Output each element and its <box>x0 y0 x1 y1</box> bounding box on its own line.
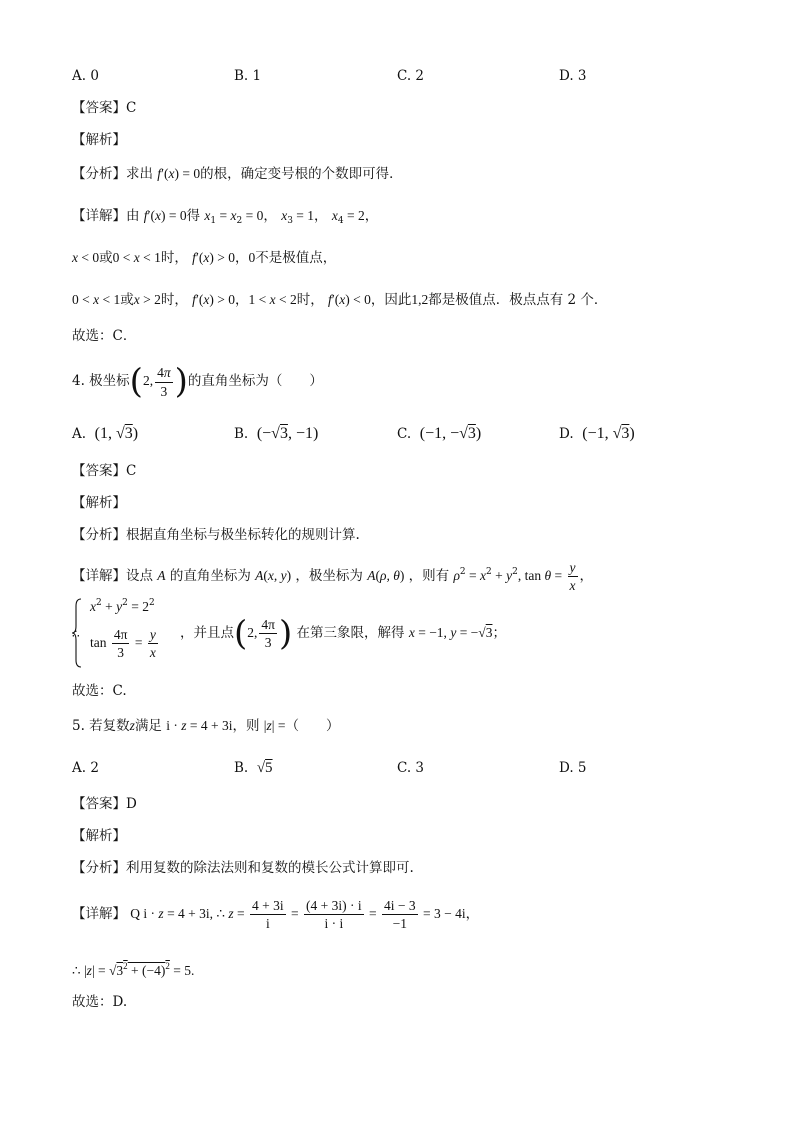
q4-choice: 故选：C. <box>72 683 127 699</box>
q3-option-d: D. 3 <box>559 68 587 84</box>
q5-option-c: C. 3 <box>397 760 425 776</box>
q4-option-b: B. (−√3, −1) <box>234 425 319 442</box>
q3-choice: 故选：C． <box>72 328 137 344</box>
q4-option-c: C. (−1, −√3) <box>397 425 482 442</box>
q4-system-eq2: tan $\frac{4\pi}{3}$ = $\frac{y}{x}$ <box>90 627 156 660</box>
q3-option-c: C. 2 <box>397 68 425 84</box>
q3-analysis: 【解析】 <box>72 132 126 148</box>
q4-system-eq1: $x^2 + y^2 = 2^2$ <box>90 598 155 614</box>
q5-modulus: ∴ $|z| = √3^2 + (-4)^2 = 5$. <box>72 961 195 978</box>
q5-choice: 故选：D. <box>72 994 128 1010</box>
q4-option-d: D. (−1, √3) <box>559 425 635 442</box>
q3-line2: x < 0或0 < x < 1时， f′(x) > 0，0不是极值点， <box>72 250 337 266</box>
q4-stem: 4. 极坐标(2, $\frac{4\pi}{3}$ )的直角坐标为（ ） <box>72 361 323 402</box>
q3-option-a: A. 0 <box>72 68 99 84</box>
q5-stem: 5. 若复数z满足 i · z = 4 + 3i，则 |z| =（ ） <box>72 718 340 734</box>
q5-fenxi: 【分析】利用复数的除法法则和复数的模长公式计算即可. <box>72 860 414 876</box>
q5-option-d: D. 5 <box>559 760 587 776</box>
q3-line3: 0 < x < 1或x > 2时， f′(x) > 0，1 < x < 2时， f′(x) < 0，因此1,2都是极值点．极点点有 2 个． <box>72 292 608 308</box>
q4-system-text: ，并且点(2, $\frac{4\pi}{3}$ ) 在第三象限，解得 x = −1, y = −√3； <box>180 613 506 654</box>
therefore-icon: ∴ <box>72 627 80 641</box>
q5-option-b: B. √5 <box>234 760 273 776</box>
q4-xiangjie: 【详解】设点 A 的直角坐标为 A(x, y) ，极坐标为 A(ρ, θ) ，则有 $\rho^2 = x^2 + y^2$, tan θ = $\frac{y}{x}$ ， <box>72 560 594 593</box>
q4-answer: 【答案】C <box>72 463 137 479</box>
q5-analysis: 【解析】 <box>72 828 126 844</box>
q5-answer: 【答案】D <box>72 796 137 812</box>
q3-option-b: B. 1 <box>234 68 262 84</box>
q4-analysis: 【解析】 <box>72 495 126 511</box>
q4-option-a: A. (1, √3) <box>72 425 139 442</box>
q5-option-a: A. 2 <box>72 760 99 776</box>
q3-answer: 【答案】C <box>72 100 137 116</box>
q4-fenxi: 【分析】根据直角坐标与极坐标转化的规则计算. <box>72 527 360 543</box>
q3-xiangjie: 【详解】由 f′(x) = 0得 $x_1 = x_2 = 0$， $x_3 = 1$， $x_4 = 2$， <box>72 208 379 226</box>
q3-fenxi: 【分析】求出 f′(x) = 0的根，确定变号根的个数即可得． <box>72 166 403 182</box>
q5-xiangjie: 【详解】 Q i · z = 4 + 3i, ∴ z = $\frac{4 + 3i}{i}$ = $\frac{(4 + 3i) \cdot i}{i \cdot i}$ = $\frac{4i - 3}{-1}$ = 3 − 4i， <box>72 898 480 931</box>
